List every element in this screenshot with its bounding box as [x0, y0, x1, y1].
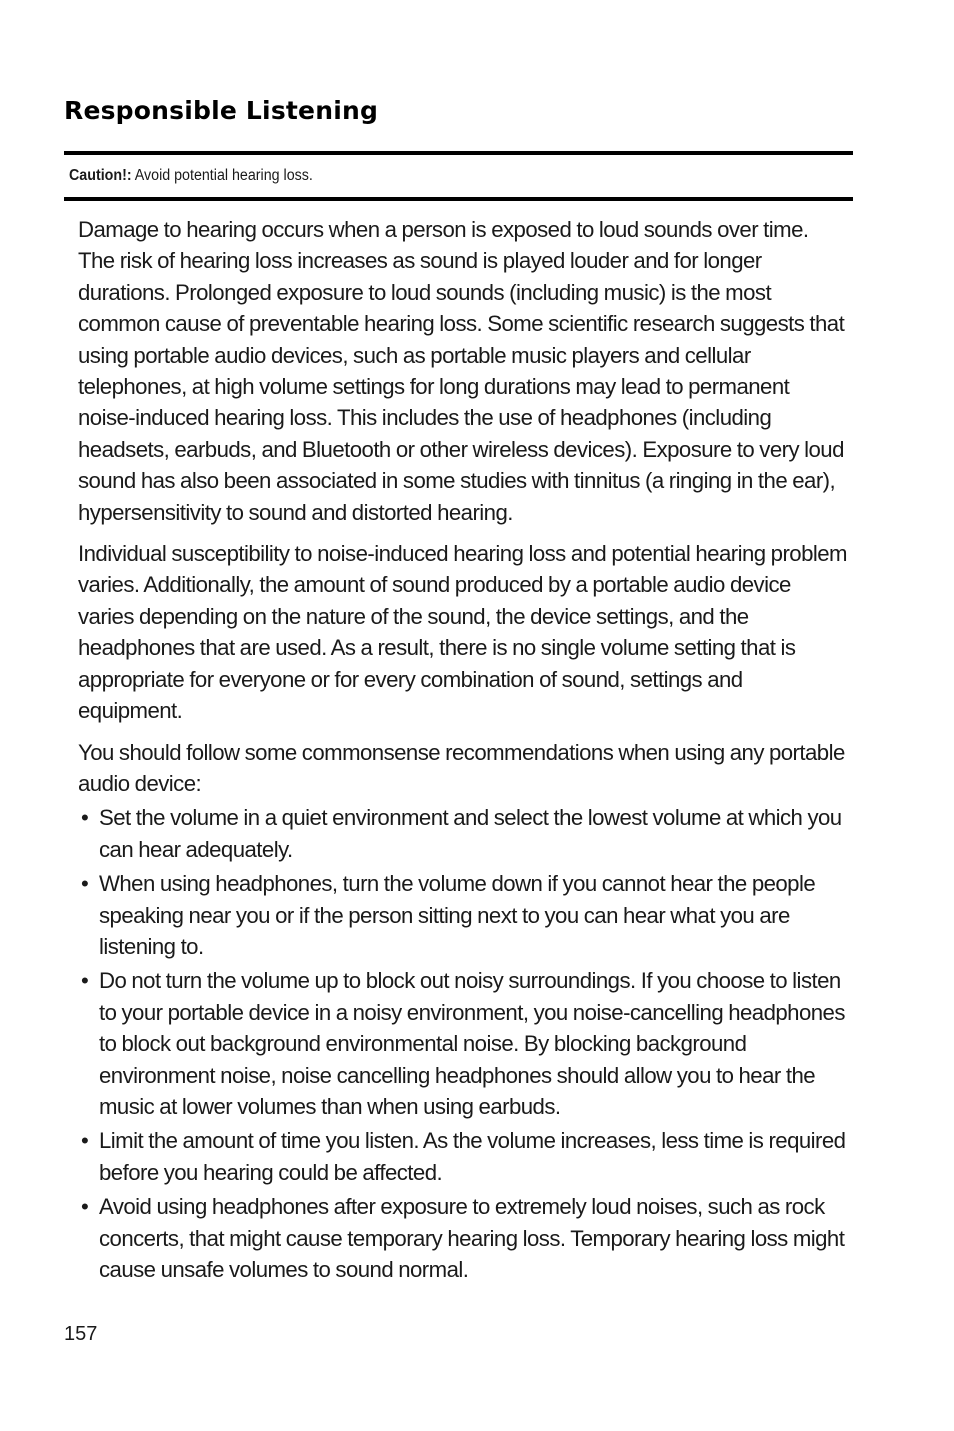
section-heading: Responsible Listening: [64, 96, 379, 125]
list-item: [78, 1125, 848, 1188]
bullet-icon: •: [81, 968, 89, 994]
paragraph-hearing-damage: Damage to hearing occurs when a person is exposed to loud sounds over time. The risk of hearing loss increases as sound is played louder and for longer durations. Prolonged exposure to loud sounds (including music) is the most common cause of preventable hearing loss. Some scientific research suggests that using portable audio devices, such as portable music players and cellular telephones, at high volume settings for long durations may lead to permanent noise-induced hearing loss. This includes the use of headphones (including headsets, earbuds, and Bluetooth or other wireless devices). Exposure to very loud sound has also been associated in some studies with tinnitus (a ringing in the ear), hypersensitivity to sound and distorted hearing.: [78, 217, 845, 525]
caution-text: [69, 167, 313, 185]
list-item-text: Set the volume in a quiet environment and select the lowest volume at which you can hear adequately.: [99, 805, 842, 862]
list-item: [78, 802, 848, 865]
caution-message: Avoid potential hearing loss.: [131, 167, 313, 184]
bullet-icon: •: [81, 1194, 89, 1220]
list-item: [78, 965, 848, 1122]
list-item-text: Avoid using headphones after exposure to extremely loud noises, such as rock concerts, that might cause temporary hearing loss. Temporary hearing loss might cause unsafe volumes to sound normal.: [99, 1194, 845, 1282]
recommendations-list: [78, 802, 848, 1285]
list-item-text: When using headphones, turn the volume down if you cannot hear the people speaking near you or if the person sitting next to you can hear what you are listening to.: [99, 871, 816, 959]
page-number: 157: [64, 1323, 98, 1345]
bullet-icon: •: [81, 871, 89, 897]
list-item-text: Do not turn the volume up to block out noisy surroundings. If you choose to listen to your portable device in a noisy environment, you noise-cancelling headphones to block out background environmental noise. By blocking background environment noise, noise cancelling headphones should allow you to hear the music at lower volumes than when using earbuds.: [99, 968, 845, 1119]
paragraph-susceptibility: Individual susceptibility to noise-induced hearing loss and potential hearing problem varies. Additionally, the amount of sound produced by a portable audio device varies depending on the nature of the sound, the device settings, and the headphones that are used. As a result, there is no single volume setting that is appropriate for everyone or for every combination of sound, settings and equipment.: [78, 541, 847, 724]
caution-box: [64, 151, 853, 201]
caution-label: Caution!:: [69, 167, 132, 184]
bullet-icon: •: [81, 1128, 89, 1154]
bullet-icon: •: [81, 805, 89, 831]
list-item: [78, 868, 848, 962]
paragraph-recommendations-intro: You should follow some commonsense recommendations when using any portable audio device:: [78, 739, 845, 796]
list-item: [78, 1191, 848, 1285]
list-item-text: Limit the amount of time you listen. As the volume increases, less time is required before you hearing could be affected.: [99, 1128, 846, 1185]
body-text: [78, 214, 848, 1288]
